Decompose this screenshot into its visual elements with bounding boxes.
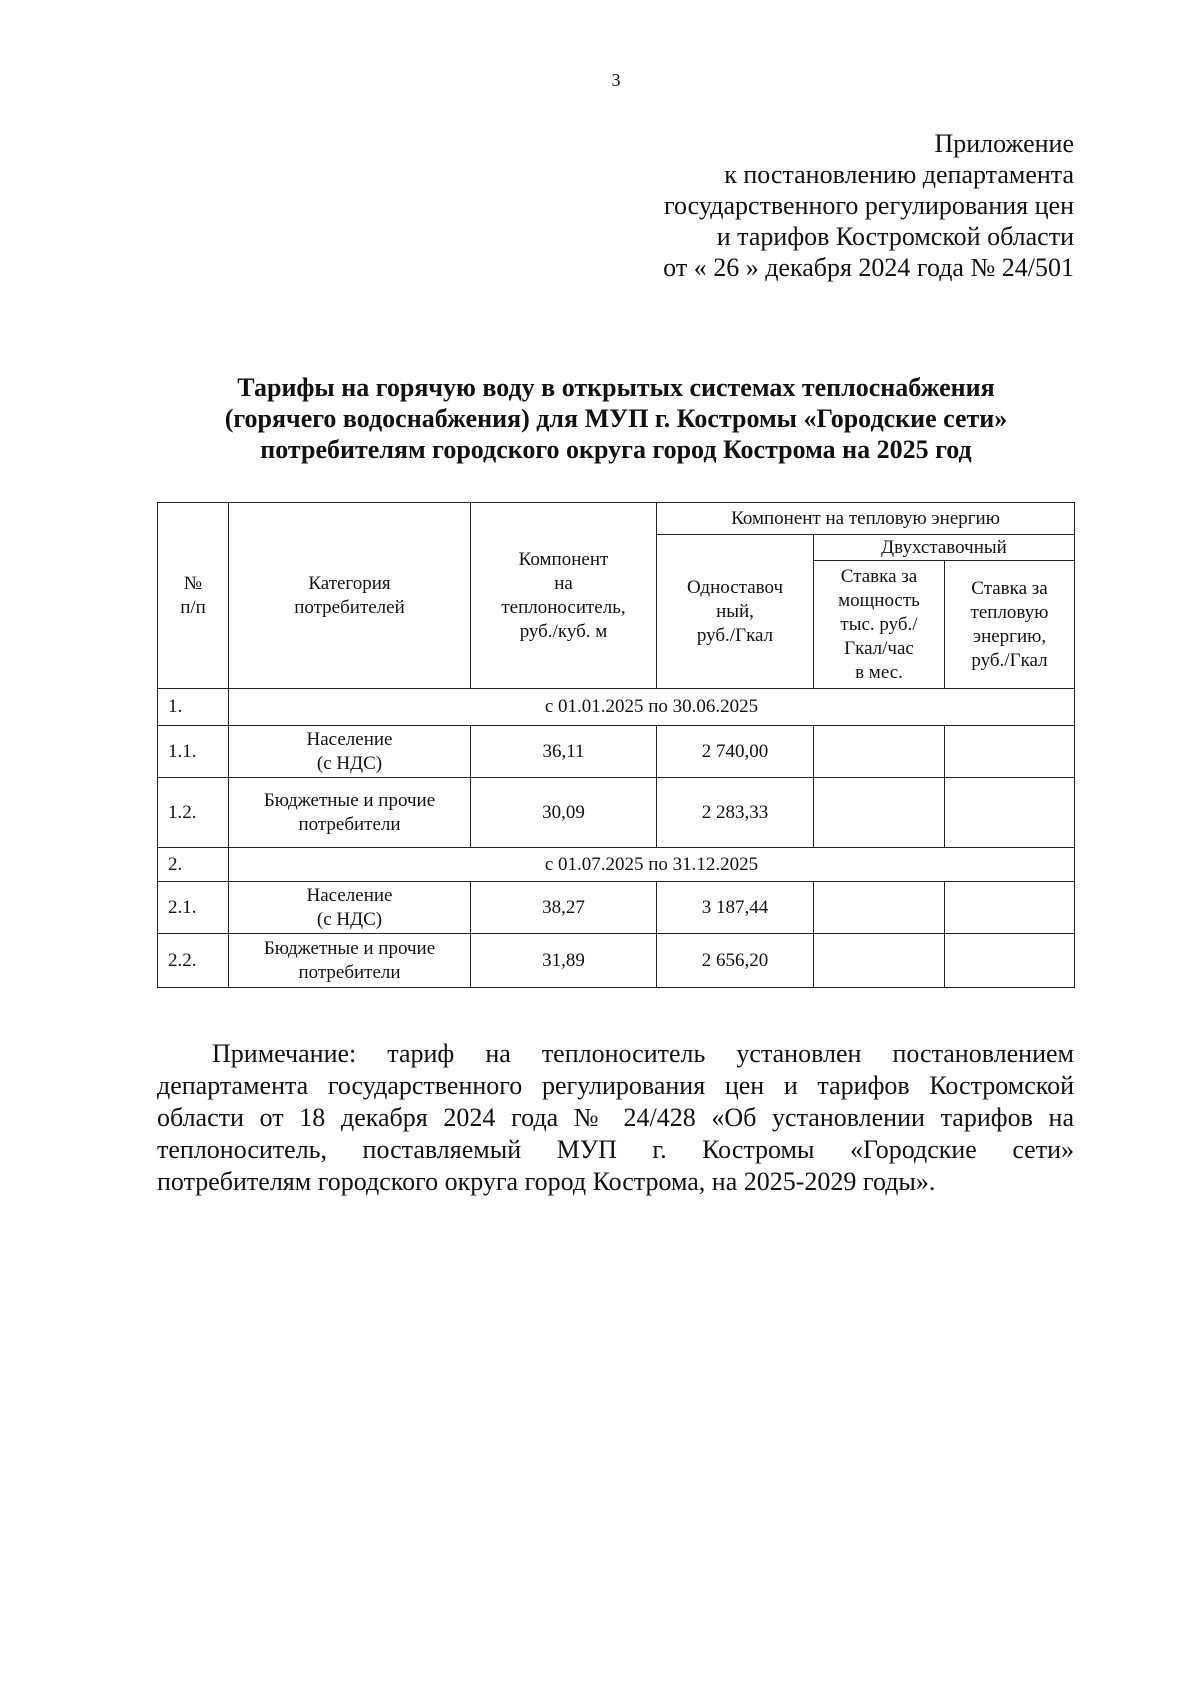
appendix-line: к постановлению департамента <box>724 160 1074 189</box>
appendix-line: государственного регулирования цен <box>664 191 1074 220</box>
period-row <box>158 689 1075 726</box>
title-line: Тарифы на горячую воду в открытых системах теплоснабжения <box>237 373 995 402</box>
appendix-line: Приложение <box>934 129 1074 158</box>
row-category: Бюджетные и прочие потребители <box>229 778 471 848</box>
period-number: 1. <box>158 689 229 726</box>
row-carrier-value: 30,09 <box>471 778 657 848</box>
row-number: 1.2. <box>158 778 229 848</box>
row-single-rate-value: 2 283,33 <box>657 778 814 848</box>
header-two-rate: Двухставочный <box>814 535 1075 561</box>
row-category: Население (с НДС) <box>229 726 471 778</box>
note-line: области от 18 декабря 2024 года № 24/428 «Об установлении тарифов на <box>157 1103 1074 1132</box>
row-single-rate-value: 2 740,00 <box>657 726 814 778</box>
row-single-rate-value: 2 656,20 <box>657 934 814 988</box>
row-number: 1.1. <box>158 726 229 778</box>
header-carrier-component: Компонент на теплоноситель, руб./куб. м <box>471 503 657 689</box>
page-number: 3 <box>611 70 621 90</box>
header-capacity-rate: Ставка за мощность тыс. руб./ Гкал/час в мес. <box>814 561 945 689</box>
row-number: 2.2. <box>158 934 229 988</box>
title-line: потребителям городского округа город Кострома на 2025 год <box>260 435 972 464</box>
row-energy-rate-value <box>945 726 1075 778</box>
header-energy-rate: Ставка за тепловую энергию, руб./Гкал <box>945 561 1075 689</box>
note-line: Примечание: тариф на теплоноситель установлен постановлением <box>212 1039 1074 1068</box>
header-single-rate: Одноставоч ный, руб./Гкал <box>657 535 814 689</box>
period-row <box>158 848 1075 882</box>
row-capacity-rate-value <box>814 934 945 988</box>
header-category: Категория потребителей <box>229 503 471 689</box>
period-label: с 01.07.2025 по 31.12.2025 <box>229 848 1075 882</box>
header-number: № п/п <box>158 503 229 689</box>
tariff-table <box>157 502 1075 988</box>
table-row <box>158 726 1075 778</box>
row-carrier-value: 31,89 <box>471 934 657 988</box>
period-label: с 01.01.2025 по 30.06.2025 <box>229 689 1075 726</box>
note-paragraph <box>157 1038 1074 1198</box>
note-line: теплоноситель, поставляемый МУП г. Костромы «Городские сети» <box>157 1135 1074 1164</box>
row-energy-rate-value <box>945 778 1075 848</box>
row-number: 2.1. <box>158 882 229 934</box>
table-row <box>158 778 1075 848</box>
document-title <box>157 372 1075 465</box>
row-category: Население (с НДС) <box>229 882 471 934</box>
period-number: 2. <box>158 848 229 882</box>
note-line: потребителям городского округа город Кострома, на 2025-2029 годы». <box>157 1167 936 1196</box>
appendix-line: и тарифов Костромской области <box>716 222 1074 251</box>
row-single-rate-value: 3 187,44 <box>657 882 814 934</box>
row-energy-rate-value <box>945 882 1075 934</box>
table-row <box>158 882 1075 934</box>
appendix-block <box>514 128 1074 283</box>
row-carrier-value: 38,27 <box>471 882 657 934</box>
row-energy-rate-value <box>945 934 1075 988</box>
header-heat-energy-component: Компонент на тепловую энергию <box>657 503 1075 535</box>
title-line: (горячего водоснабжения) для МУП г. Костромы «Городские сети» <box>224 404 1008 433</box>
row-carrier-value: 36,11 <box>471 726 657 778</box>
row-capacity-rate-value <box>814 778 945 848</box>
row-capacity-rate-value <box>814 882 945 934</box>
row-category: Бюджетные и прочие потребители <box>229 934 471 988</box>
table-row <box>158 934 1075 988</box>
note-line: департамента государственного регулирования цен и тарифов Костромской <box>157 1071 1074 1100</box>
appendix-line: от « 26 » декабря 2024 года № 24/501 <box>663 253 1074 282</box>
row-capacity-rate-value <box>814 726 945 778</box>
